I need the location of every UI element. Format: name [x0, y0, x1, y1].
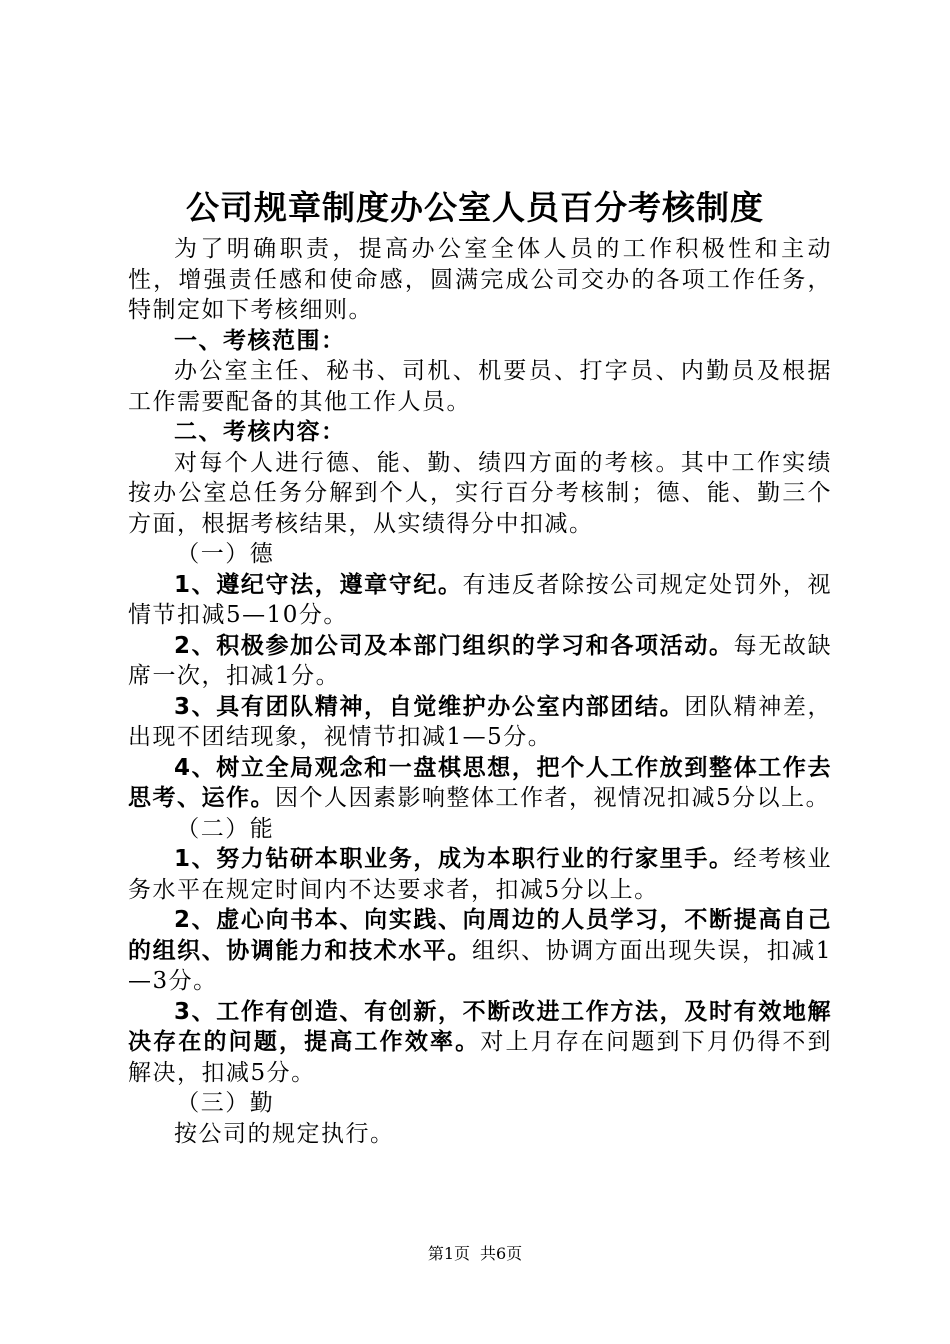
- de-item-rest: 每无故缺席一次，扣减1分。: [128, 632, 832, 689]
- de-item: [128, 631, 832, 692]
- section-heading-content: 二、考核内容：: [174, 419, 346, 445]
- neng-item-lead: 1、努力钻研本职业务，成为本职行业的行家里手。: [174, 846, 734, 872]
- scope-paragraph: 办公室主任、秘书、司机、机要员、打字员、内勤员及根据工作需要配备的其他工作人员。: [128, 358, 832, 415]
- de-item: [128, 753, 832, 814]
- de-item-lead: 1、遵纪守法，遵章守纪。: [174, 571, 463, 598]
- de-item-rest: 有违反者除按公司规定处罚外，视情节扣减5—10分。: [128, 571, 833, 628]
- neng-item-rest: 组织、协调方面出现失误，扣减1—3分。: [128, 937, 833, 994]
- neng-item: [128, 844, 832, 905]
- de-item-lead: 3、具有团队精神，自觉维护办公室内部团结。: [174, 693, 685, 720]
- neng-item-lead: 3、工作有创造、有创新，不断改进工作方法，及时有效地解决存在的问题，提高工作效率。: [128, 998, 832, 1055]
- de-item-rest: 因个人因素影响整体工作者，视情况扣减5分以上。: [275, 785, 831, 811]
- de-item: [128, 570, 832, 631]
- intro-paragraph: 为了明确职责，提高办公室全体人员的工作积极性和主动性，增强责任感和使命感，圆满完成公司交办的各项工作任务，特制定如下考核细则。: [128, 236, 832, 323]
- de-item-lead: 2、积极参加公司及本部门组织的学习和各项活动。: [174, 632, 734, 659]
- de-item-rest: 团队精神差，出现不团结现象，视情节扣减1—5分。: [128, 693, 832, 750]
- neng-item-rest: 对上月存在问题到下月仍得不到解决，扣减5分。: [128, 1029, 833, 1086]
- subsection-heading-de: （一）德: [176, 541, 275, 567]
- neng-item: [128, 997, 832, 1089]
- section-heading-scope: 一、考核范围：: [174, 327, 346, 354]
- subsection-heading-neng: （二）能: [176, 815, 275, 842]
- document-title: 公司规章制度办公室人员百分考核制度: [186, 188, 764, 227]
- neng-item: [128, 905, 832, 997]
- qin-paragraph: 按公司的规定执行。: [174, 1120, 395, 1147]
- content-paragraph: 对每个人进行德、能、勤、绩四方面的考核。其中工作实绩按办公室总任务分解到个人，实行百分考核制；德、能、勤三个方面，根据考核结果，从实绩得分中扣减。: [128, 449, 832, 537]
- neng-item-rest: 经考核业务水平在规定时间内不达要求者，扣减5分以上。: [128, 846, 832, 903]
- page-footer: [0, 1243, 950, 1265]
- subsection-heading-qin: （三）勤: [176, 1090, 275, 1116]
- page-number: 第1页: [427, 1244, 470, 1263]
- de-item-lead: 4、树立全局观念和一盘棋思想，把个人工作放到整体工作去思考、运作。: [128, 754, 832, 811]
- page-total: 共6页: [480, 1244, 523, 1263]
- de-item: [128, 692, 832, 753]
- document-body: [128, 234, 832, 1149]
- neng-item-lead: 2、虚心向书本、向实践、向周边的人员学习，不断提高自己的组织、协调能力和技术水平。: [128, 907, 832, 964]
